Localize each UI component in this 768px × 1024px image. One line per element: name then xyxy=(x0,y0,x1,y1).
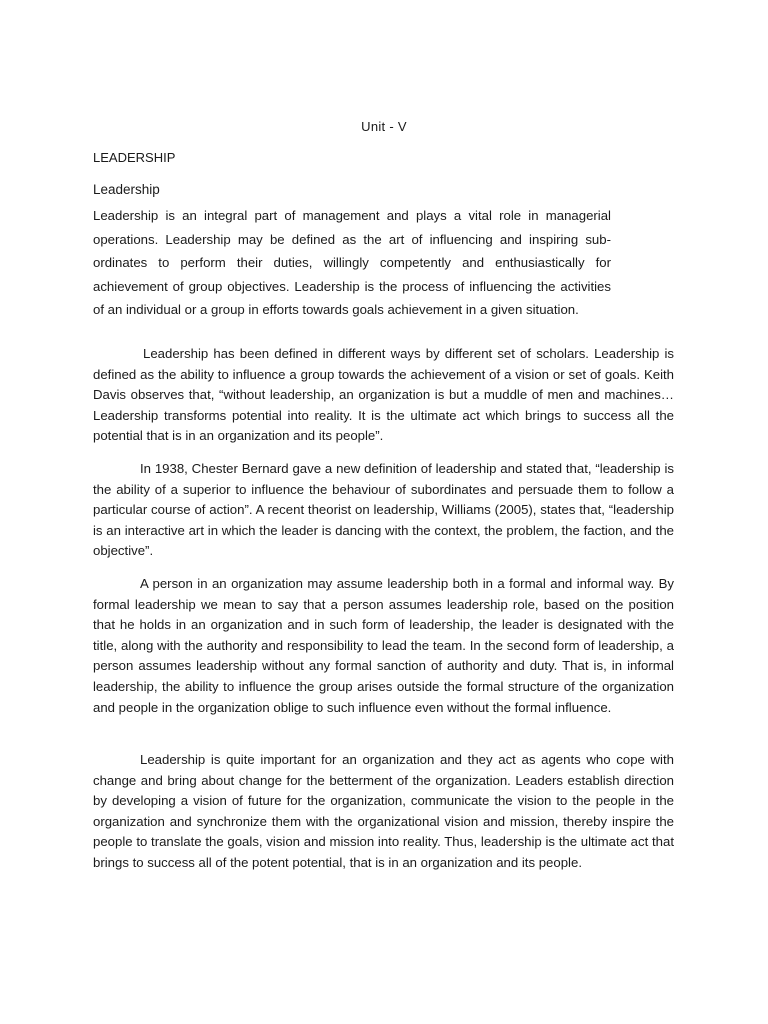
body-paragraph-formal-informal: A person in an organization may assume leadership both in a formal and informal way. By formal leadership we mean to say that a person assumes leadership role, based on the position that he holds in an organization and in such form of leadership, the leader is designated with the title, along with the authority and responsibility to lead the team. In the second form of leadership, a person assumes leadership without any formal sanction of authority and duty. That is, in informal leadership, the ability to influence the group arises outside the formal structure of the organization and people in the organization oblige to such influence even without the formal influence. xyxy=(93,576,674,715)
chapter-heading: LEADERSHIP xyxy=(93,150,176,165)
body-paragraph-bernard: In 1938, Chester Bernard gave a new definition of leadership and stated that, “leadership is the ability of a superior to influence the behaviour of subordinates and persuade them to follow a particular course of action”. A recent theorist on leadership, Williams (2005), states that, “leadership is an interactive art in which the leader is dancing with the context, the problem, the faction, and the objective”. xyxy=(93,461,674,559)
unit-title: Unit - V xyxy=(361,119,407,134)
body-paragraph-definitions: Leadership has been defined in different ways by different set of scholars. Leadership is defined as the ability to influence a group towards the achievement of a vision or set of goals. Keith Davis observes that, “without leadership, an organization is but a muddle of men and machines…Leadership transforms potential into reality. It is the ultimate act which brings to success all the potential that is in an organization and its people”. xyxy=(93,346,674,444)
intro-paragraph: Leadership is an integral part of management and plays a vital role in managerial operations. Leadership may be defined as the art of influencing and inspiring sub-ordinates to perform their duties, willingly competently and enthusiastically for achievement of group objectives. Leadership is the process of influencing the activities of an individual or a group in efforts towards goals achievement in a given situation. xyxy=(93,208,611,318)
section-heading: Leadership xyxy=(93,182,160,197)
body-paragraph-importance: Leadership is quite important for an organization and they act as agents who cope with change and bring about change for the betterment of the organization. Leaders establish direction by developing a vision of future for the organization, communicate the vision to the people in the organization and synchronize them with the organizational vision and mission, thereby inspire the people to translate the goals, vision and mission into reality. Thus, leadership is the ultimate act that brings to success all of the potent potential, that is in an organization and its people. xyxy=(93,752,674,870)
